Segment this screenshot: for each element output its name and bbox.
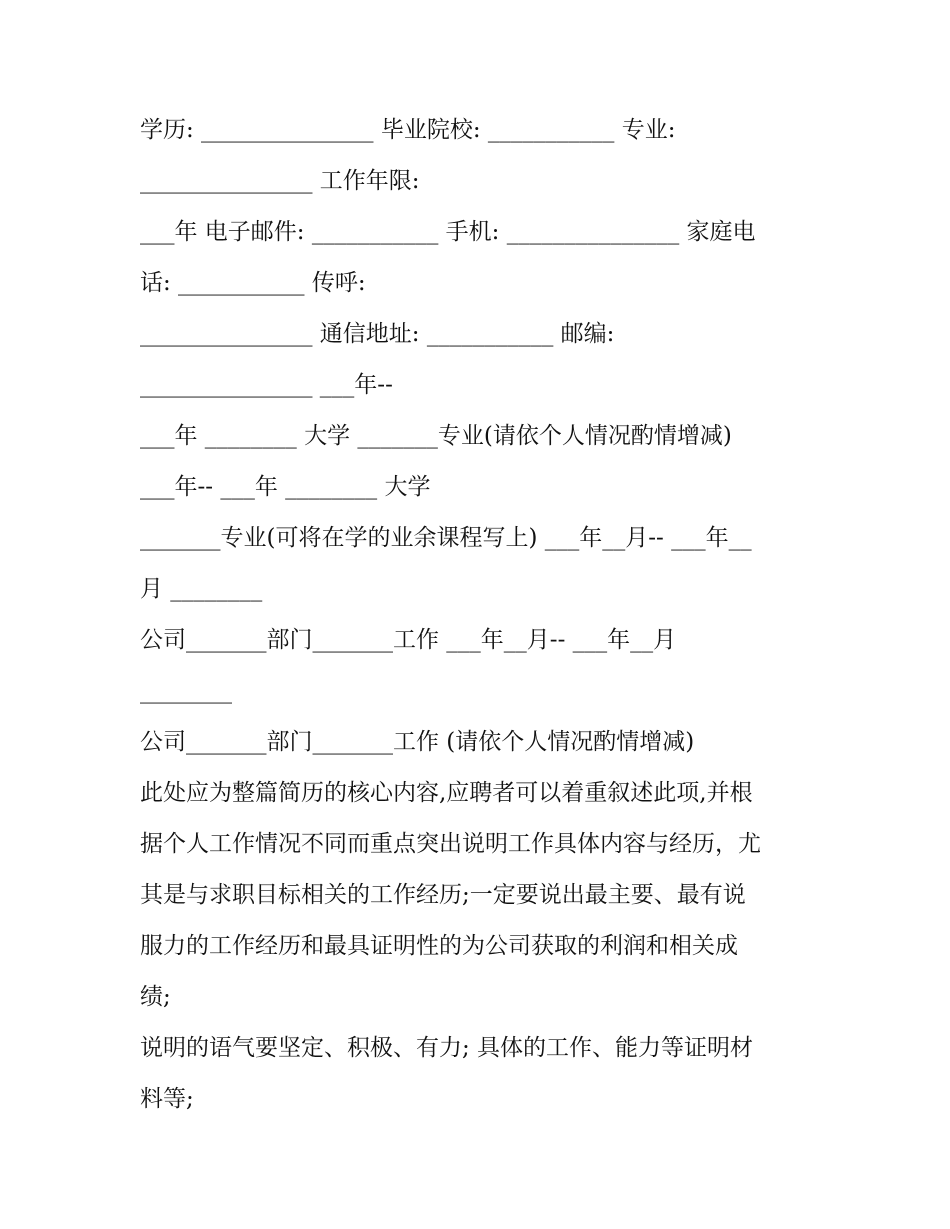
line-company-department-2: 公司_______部门_______工作 (请依个人情况酌情增减) <box>140 729 695 755</box>
resume-template-text <box>140 105 820 1125</box>
paragraph-tone-1: 说明的语气要坚定、积极、有力; 具体的工作、能力等证明材 <box>140 1035 754 1061</box>
line-university-major-1: ___年 ________ 大学 _______专业(请依个人情况酌情增减) <box>140 423 732 449</box>
line-education-period-start: _______________ ___年-- <box>140 372 393 398</box>
line-month-blank: 月 ________ <box>140 576 263 602</box>
paragraph-tone-2: 料等; <box>140 1086 194 1112</box>
line-phone-pager: 话: ___________ 传呼: <box>140 270 366 296</box>
line-education-period-2: ___年-- ___年 ________ 大学 <box>140 474 431 500</box>
line-company-department-1: 公司_______部门_______工作 ___年__月-- ___年__月 <box>140 627 677 653</box>
line-blank-1: ________ <box>140 678 232 704</box>
line-email-mobile-phone: ___年 电子邮件: ___________ 手机: _______________ 家庭电 <box>140 219 756 245</box>
paragraph-core-content-5: 绩; <box>140 984 171 1010</box>
line-work-years: _______________ 工作年限: <box>140 168 420 194</box>
paragraph-core-content-3: 其是与求职目标相关的工作经历;一定要说出最主要、最有说 <box>140 882 746 908</box>
line-education-school-major: 学历: _______________ 毕业院校: ___________ 专业: <box>140 117 676 143</box>
line-address-postcode: _______________ 通信地址: ___________ 邮编: <box>140 321 615 347</box>
paragraph-core-content-1: 此处应为整篇简历的核心内容,应聘者可以着重叙述此项,并根 <box>140 780 753 806</box>
line-university-major-2: _______专业(可将在学的业余课程写上) ___年__月-- ___年__ <box>140 525 752 551</box>
paragraph-core-content-2: 据个人工作情况不同而重点突出说明工作具体内容与经历，尤 <box>140 831 761 857</box>
paragraph-core-content-4: 服力的工作经历和最具证明性的为公司获取的利润和相关成 <box>140 933 738 959</box>
